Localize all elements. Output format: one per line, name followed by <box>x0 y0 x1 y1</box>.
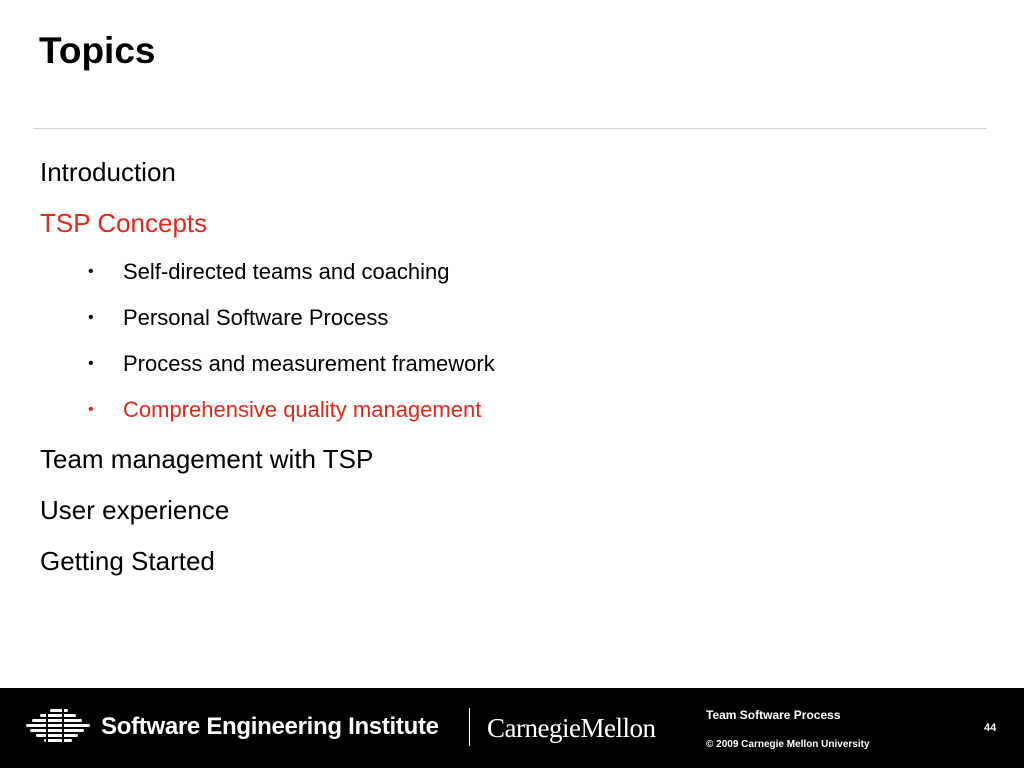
subtopic-label: Process and measurement framework <box>123 351 495 376</box>
university-logo-text: CarnegieMellon <box>487 713 656 743</box>
topic-introduction: Introduction <box>40 157 176 187</box>
bullet-icon: • <box>88 263 94 280</box>
topic-team-management: Team management with TSP <box>40 444 374 474</box>
subtopic-label: Self-directed teams and coaching <box>123 259 450 284</box>
bullet-icon: • <box>88 355 94 372</box>
subtopic-label: Personal Software Process <box>123 305 389 330</box>
topic-getting-started: Getting Started <box>40 546 215 576</box>
subtopic-label: Comprehensive quality management <box>123 397 482 422</box>
footer-divider <box>469 708 470 746</box>
slide-title: Topics <box>39 30 156 71</box>
presentation-title: Team Software Process <box>706 708 841 722</box>
slide-footer <box>0 688 1024 768</box>
sei-logo-icon <box>26 707 92 747</box>
topic-tsp-concepts: TSP Concepts <box>40 208 208 238</box>
title-divider <box>33 128 986 129</box>
page-number: 44 <box>984 722 997 734</box>
bullet-icon: • <box>88 309 94 326</box>
bullet-icon: • <box>88 401 94 418</box>
copyright-notice: © 2009 Carnegie Mellon University <box>706 739 870 750</box>
topic-user-experience: User experience <box>40 495 230 525</box>
institute-name: Software Engineering Institute <box>101 713 439 740</box>
